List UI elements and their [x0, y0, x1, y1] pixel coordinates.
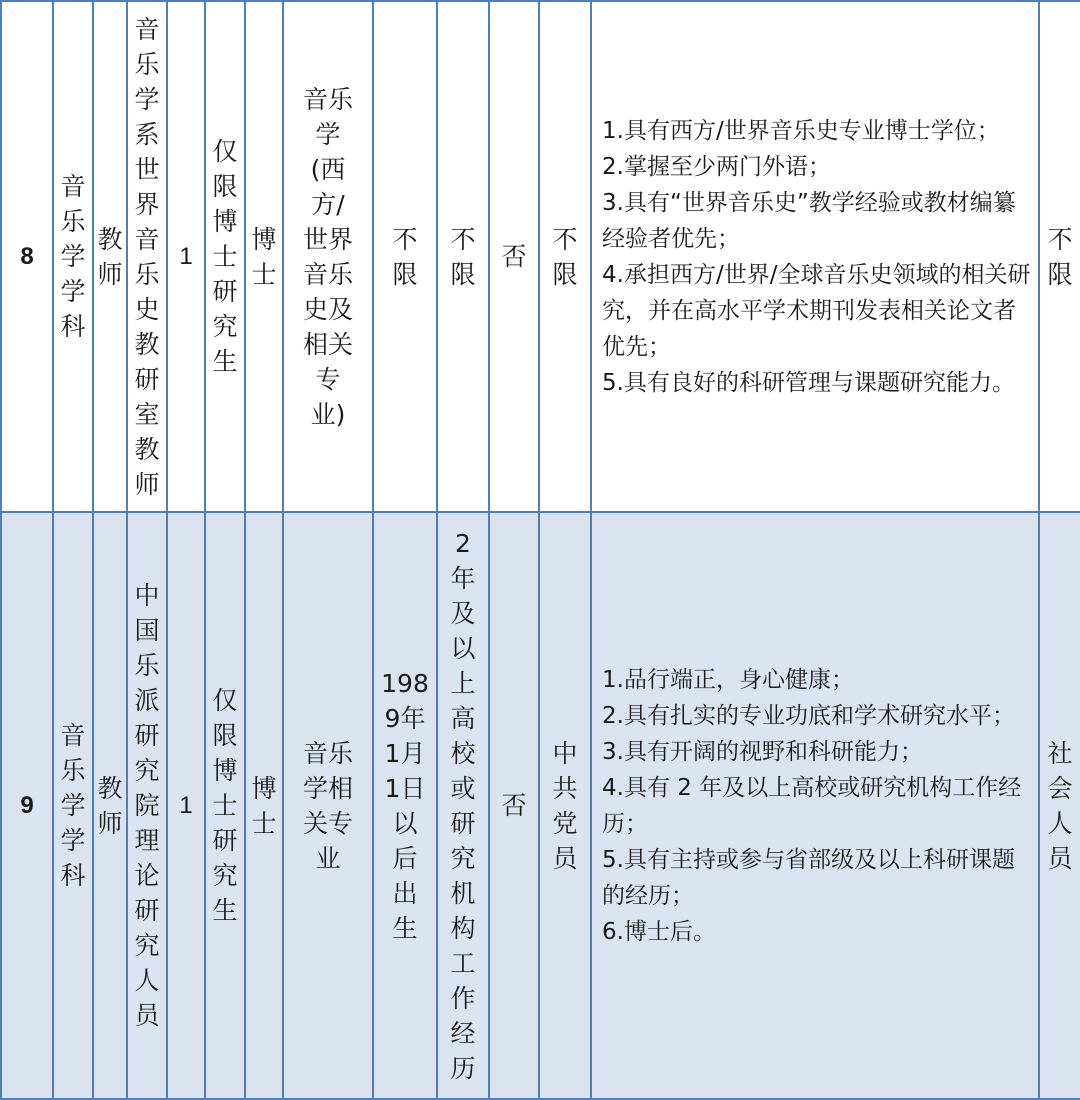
- requirement-item: 4.承担西方/世界/全球音乐史领域的相关研究，并在高水平学术期刊发表相关论文者优先；: [602, 261, 1031, 360]
- requirements-cell: [591, 512, 1039, 1099]
- major-cell: 音乐学(西方/世界音乐史及相关专业): [283, 1, 373, 512]
- education-cell: 仅限博士研究生: [205, 512, 245, 1099]
- requirement-item: 6.博士后。: [602, 918, 716, 945]
- row-number: 9: [1, 512, 53, 1099]
- post-type-cell: 教师: [93, 1, 127, 512]
- age-cell: 不限: [373, 1, 437, 512]
- degree-cell: 博士: [245, 512, 283, 1099]
- requirement-item: 3.具有“世界音乐史”教学经验或教材编纂经验者优先；: [602, 189, 1016, 252]
- education-cell: 仅限博士研究生: [205, 1, 245, 512]
- requirement-item: 5.具有主持或参与省部级及以上科研课题的经历；: [602, 846, 1015, 909]
- target-cell: 不限: [1039, 1, 1080, 512]
- requirement-item: 5.具有良好的科研管理与课题研究能力。: [602, 369, 1015, 396]
- post-name-cell: 音乐学系世界音乐史教研室教师: [127, 1, 167, 512]
- discipline-cell: 音乐学学科: [53, 1, 93, 512]
- requirement-item: 1.具有西方/世界音乐史专业博士学位；: [602, 117, 1000, 144]
- table-row: [1, 1, 1080, 512]
- target-cell: 社会人员: [1039, 512, 1080, 1099]
- discipline-cell: 音乐学学科: [53, 512, 93, 1099]
- bianzhi-cell: 否: [489, 512, 539, 1099]
- political-cell: 不限: [539, 1, 591, 512]
- age-cell: 1989年1月1日以后出生: [373, 512, 437, 1099]
- work-experience-cell: 不限: [437, 1, 489, 512]
- requirement-item: 3.具有开阔的视野和科研能力；: [602, 738, 923, 765]
- table-row: [1, 512, 1080, 1099]
- row-number: 8: [1, 1, 53, 512]
- requirement-item: 2.掌握至少两门外语；: [602, 153, 831, 180]
- major-cell: 音乐学相关专业: [283, 512, 373, 1099]
- requirement-item: 2.具有扎实的专业功底和学术研究水平；: [602, 702, 1015, 729]
- post-type-cell: 教师: [93, 512, 127, 1099]
- requirement-item: 1.品行端正，身心健康；: [602, 666, 854, 693]
- count-cell: 1: [167, 1, 205, 512]
- requirements-cell: [591, 1, 1039, 512]
- requirement-item: 4.具有 2 年及以上高校或研究机构工作经历；: [602, 774, 1022, 837]
- bianzhi-cell: 否: [489, 1, 539, 512]
- post-name-cell: 中国乐派研究院理论研究人员: [127, 512, 167, 1099]
- political-cell: 中共党员: [539, 512, 591, 1099]
- work-experience-cell: 2年及以上高校或研究机构工作经历: [437, 512, 489, 1099]
- degree-cell: 博士: [245, 1, 283, 512]
- count-cell: 1: [167, 512, 205, 1099]
